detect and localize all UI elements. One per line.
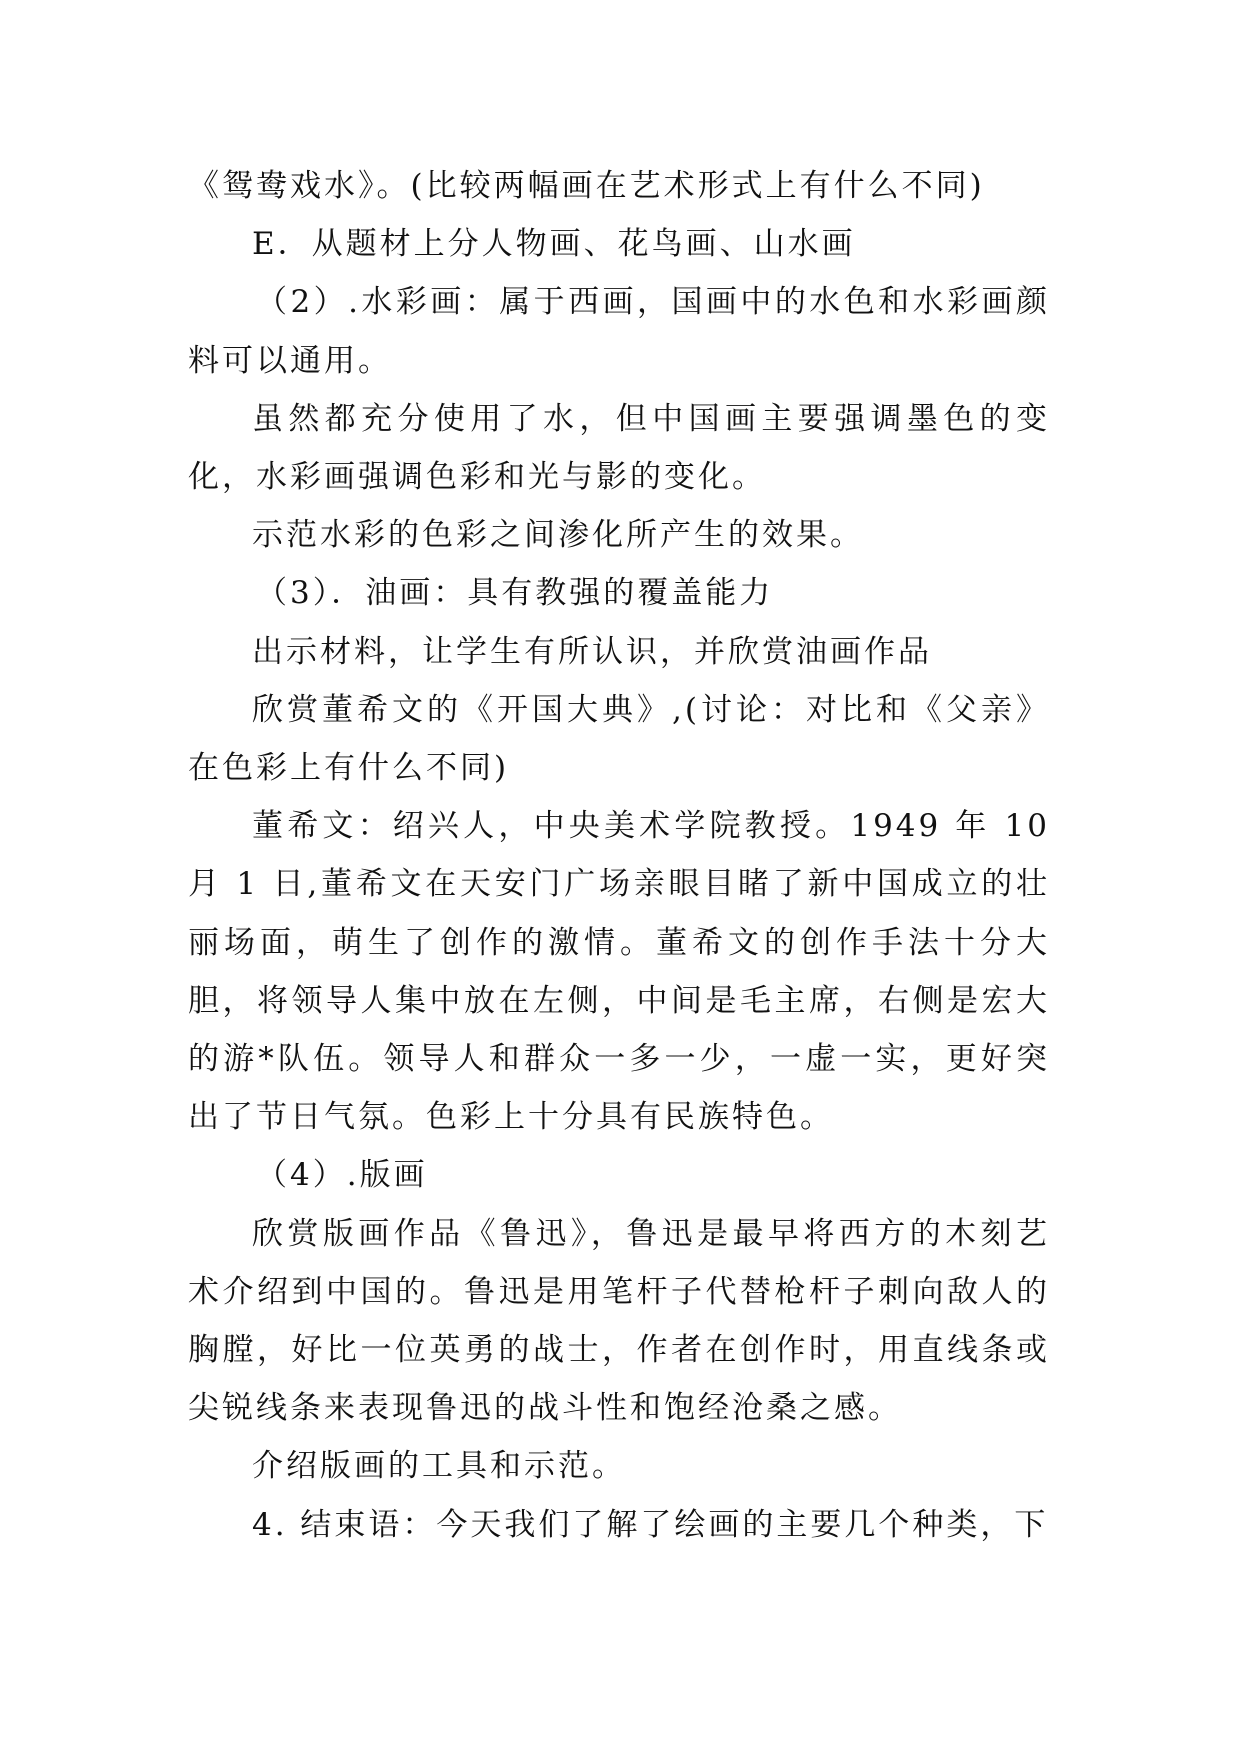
paragraph-6: （3）．油画：具有教强的覆盖能力 <box>256 575 774 612</box>
paragraph-3: （2）.水彩画：属于西画，国画中的水色和水彩画颜料可以通用。 <box>188 284 1050 379</box>
paragraph-11: 欣赏版画作品《鲁迅》，鲁迅是最早将西方的木刻艺术介绍到中国的。鲁迅是用笔杆子代替枪杆子刺向敌人的胸膛，好比一位英勇的战士，作者在创作时，用直线条或尖锐线条来表现鲁迅的战斗性和饱经沧桑之感。 <box>188 1215 1050 1427</box>
paragraph-9: 董希文：绍兴人，中央美术学院教授。1949 年 10 月 1 日,董希文在天安门广场亲眼目睹了新中国成立的壮丽场面，萌生了创作的激情。董希文的创作手法十分大胆，将领导人集中放在左侧，中间是毛主席，右侧是宏大的游*队伍。领导人和群众一多一少，一虚一实，更好突出了节日气氛。色彩上十分具有民族特色。 <box>188 808 1050 1136</box>
paragraph-13: 4. 结束语：今天我们了解了绘画的主要几个种类，下 <box>252 1506 1049 1543</box>
paragraph-4: 虽然都充分使用了水，但中国画主要强调墨色的变化，水彩画强调色彩和光与影的变化。 <box>188 400 1050 496</box>
paragraph-7: 出示材料，让学生有所认识，并欣赏油画作品 <box>252 633 932 670</box>
paragraph-12: 介绍版画的工具和示范。 <box>252 1448 626 1485</box>
paragraph-2: E．从题材上分人物画、花鸟画、山水画 <box>252 226 856 263</box>
paragraph-8: 欣赏董希文的《开国大典》,(讨论：对比和《父亲》在色彩上有什么不同) <box>188 691 1050 787</box>
paragraph-10: （4）.版画 <box>256 1157 428 1194</box>
paragraph-5: 示范水彩的色彩之间渗化所产生的效果。 <box>252 517 864 554</box>
paragraph-1: 《鸳鸯戏水》。(比较两幅画在艺术形式上有什么不同) <box>188 168 985 204</box>
document-body <box>188 157 1050 1554</box>
